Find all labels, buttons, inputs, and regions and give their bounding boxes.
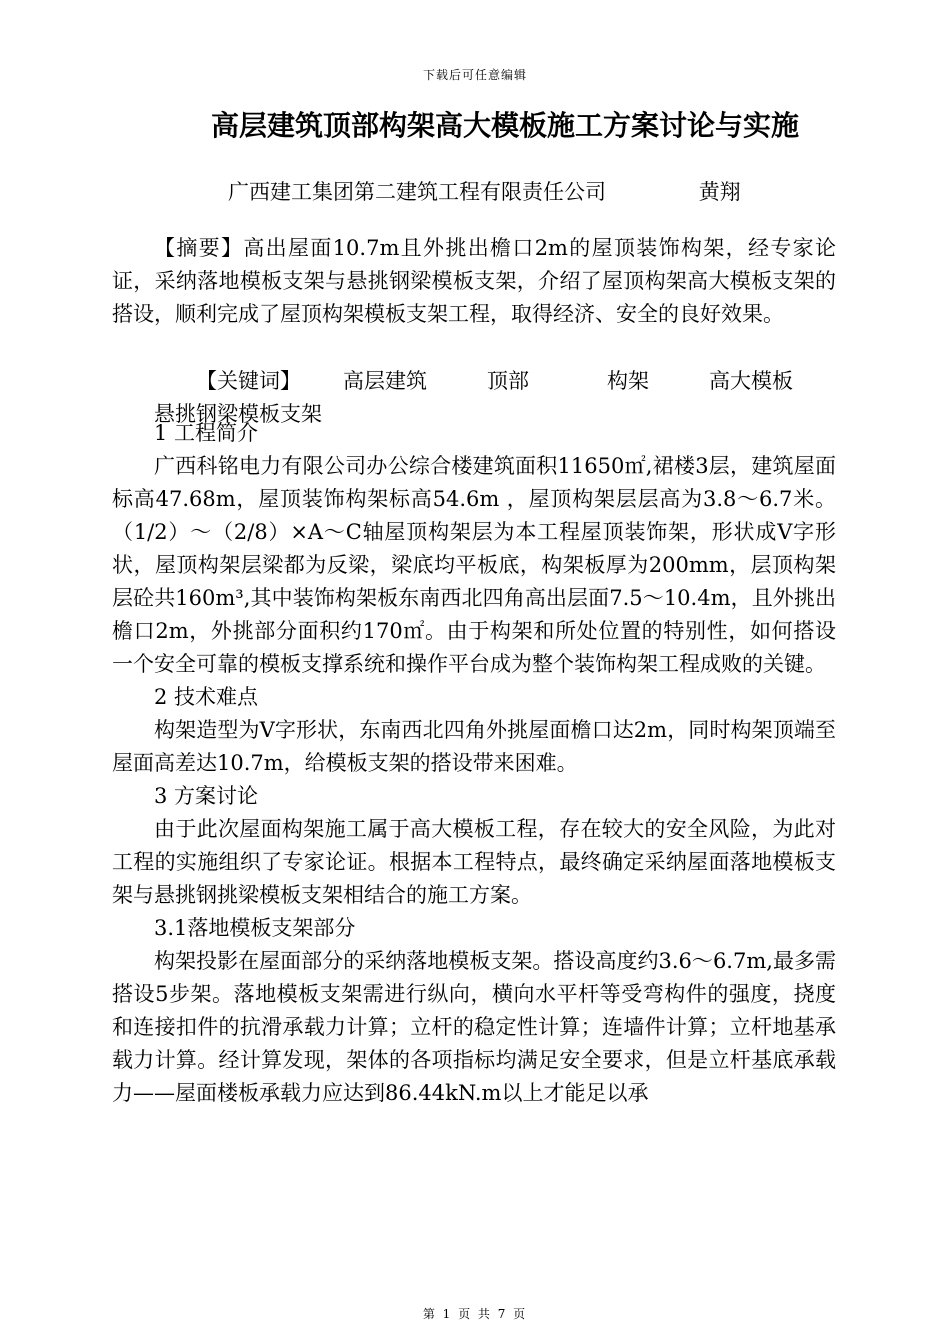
header-note: 下载后可任意编辑 bbox=[422, 68, 527, 82]
section-paragraph: 由于此次屋面构架施工属于高大模板工程，存在较大的安全风险，为此对工程的实施组织了专家论证。根据本工程特点，最终确定采纳屋面落地模板支架与悬挑钢挑梁模板支架相结合的施工方案。 bbox=[112, 817, 836, 907]
section-heading: 3 方案讨论 bbox=[154, 784, 259, 808]
author-line bbox=[228, 176, 741, 206]
document-title: 高层建筑顶部构架高大模板施工方案讨论与实施 bbox=[210, 109, 799, 142]
author-name: 黄翔 bbox=[698, 180, 741, 204]
keyword-item: 高层建筑 bbox=[343, 369, 427, 393]
abstract-text: 【摘要】高出屋面10.7m且外挑出檐口2m的屋顶装饰构架，经专家论证，采纳落地模板支架与悬挑钢梁模板支架，介绍了屋顶构架高大模板支架的搭设，顺利完成了屋顶构架模板支架工程，取得经济、安全的良好效果。 bbox=[112, 236, 836, 326]
section-heading: 1 工程简介 bbox=[154, 421, 259, 445]
section-paragraph: 广西科铭电力有限公司办公综合楼建筑面积11650㎡,裙楼3层，建筑屋面标高47.68m，屋顶装饰构架标高54.6m ，屋顶构架层层高为3.8～6.7米。（1/2）～（2/8）×A～C轴屋顶构架层为本工程屋顶装饰架，形状成V字形状，屋顶构架层梁都为反梁，梁底均平板底，构架板厚为200mm，层顶构架层砼共160m³,其中装饰构架板东南西北四角高出层面7.5～10.4m，且外挑出檐口2m，外挑部分面积约170㎡。由于构架和所处位置的特别性，如何搭设一个安全可靠的模板支撑系统和操作平台成为整个装饰构架工程成败的关键。 bbox=[112, 454, 836, 676]
keyword-item: 构架 bbox=[607, 369, 649, 393]
page-footer: 第 1 页 共 7 页 bbox=[422, 1307, 528, 1321]
section-heading: 3.1落地模板支架部分 bbox=[154, 916, 356, 940]
author-organization: 广西建工集团第二建筑工程有限责任公司 bbox=[228, 180, 606, 204]
abstract-block bbox=[112, 232, 836, 331]
keyword-item: 顶部 bbox=[487, 369, 529, 393]
keyword-item: 高大模板 bbox=[709, 369, 793, 393]
keyword-item: 悬挑钢梁模板支架 bbox=[154, 402, 322, 426]
keywords-label: 【关键词】 bbox=[196, 369, 301, 393]
section-paragraph: 构架造型为V字形状，东南西北四角外挑屋面檐口达2m，同时构架顶端至屋面高差达10.7m，给模板支架的搭设带来困难。 bbox=[112, 718, 836, 775]
section-paragraph: 构架投影在屋面部分的采纳落地模板支架。搭设高度约3.6～6.7m,最多需搭设5步架。落地模板支架需进行纵向，横向水平杆等受弯构件的强度，挠度和连接扣件的抗滑承载力计算；立杆的稳定性计算；连墙件计算；立杆地基承载力计算。经计算发现，架体的各项指标均满足安全要求，但是立杆基底承载力——屋面楼板承载力应达到86.44kN.m以上才能足以承 bbox=[112, 949, 836, 1105]
main-content bbox=[112, 417, 836, 1110]
section-heading: 2 技术难点 bbox=[154, 685, 259, 709]
